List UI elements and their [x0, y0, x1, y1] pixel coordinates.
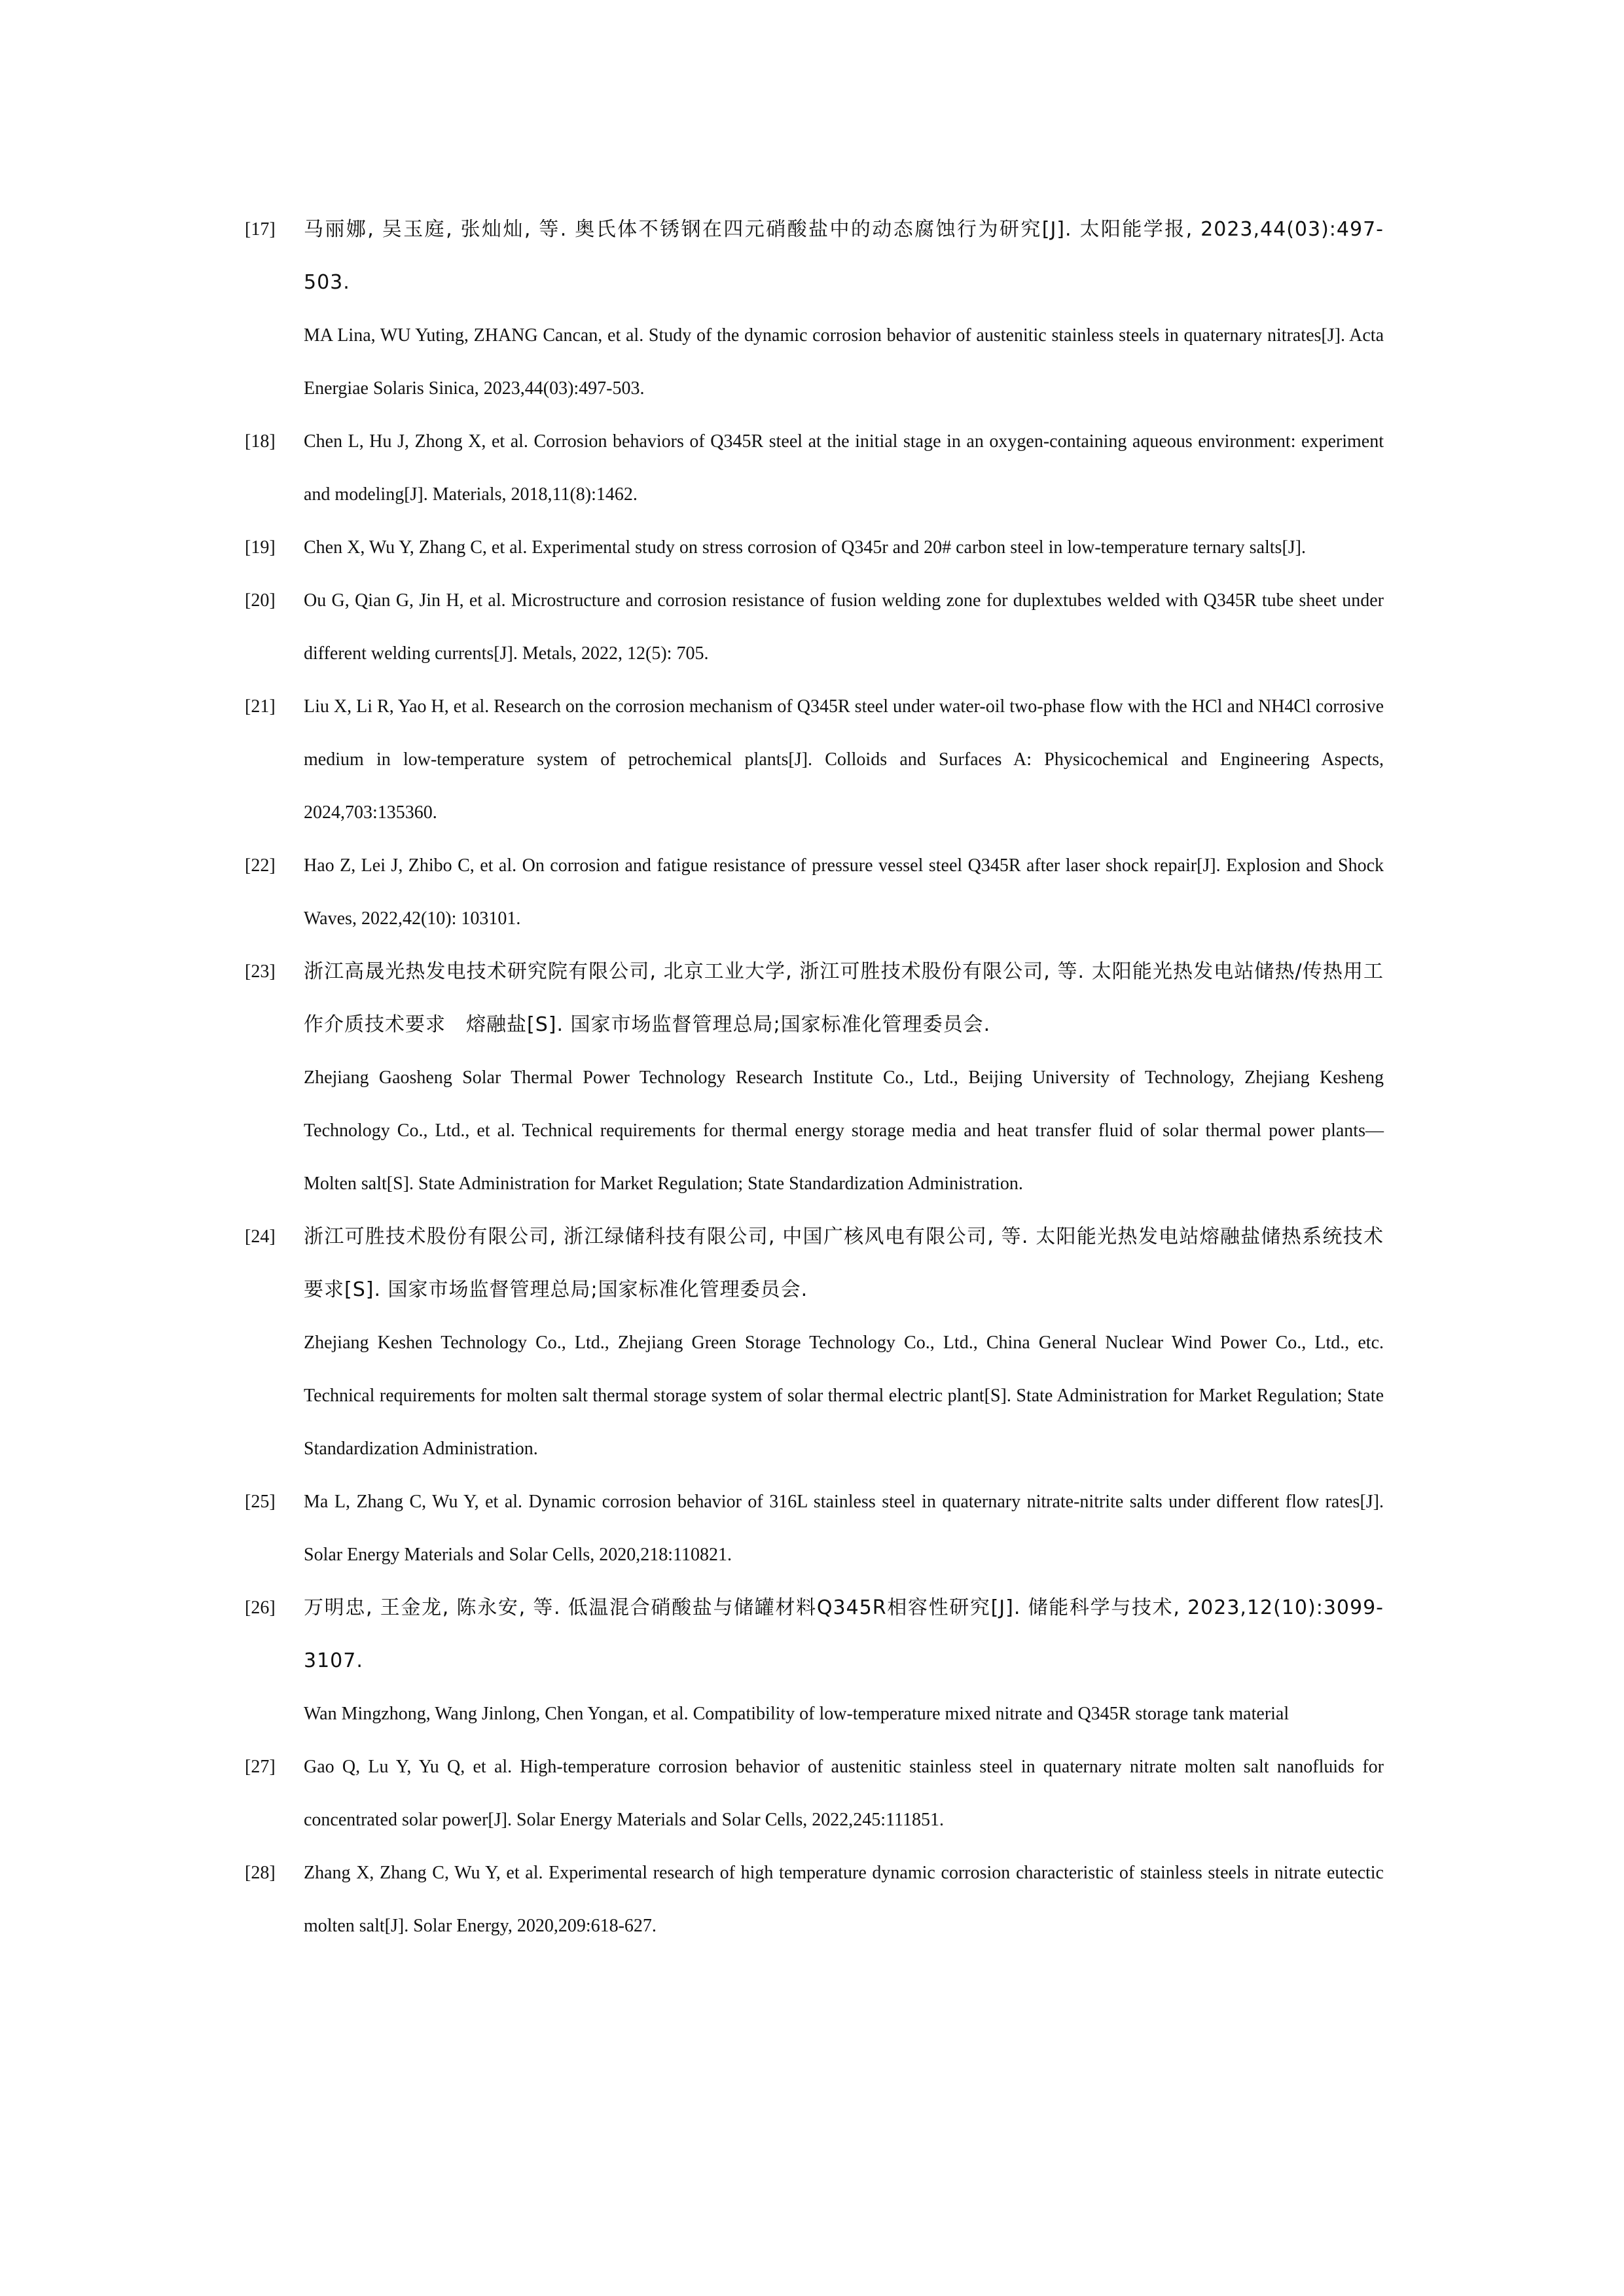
reference-number: [27]: [245, 1757, 276, 1777]
reference-number: [20]: [245, 590, 276, 611]
reference-28: [245, 1846, 1384, 1952]
reference-20: [245, 574, 1384, 680]
reference-17: [245, 203, 1384, 415]
reference-text-zh: 浙江可胜技术股份有限公司, 浙江绿储科技有限公司, 中国广核风电有限公司, 等. 太阳能光热发电站熔融盐储热系统技术要求[S]. 国家市场监督管理总局;国家标准化管理委员会.: [304, 1225, 1384, 1301]
reference-number: [25]: [245, 1492, 276, 1512]
reference-text-en: Wan Mingzhong, Wang Jinlong, Chen Yongan, et al. Compatibility of low-temperature mixed nitrate and Q345R storage tank material: [304, 1704, 1290, 1724]
reference-number: [19]: [245, 537, 276, 558]
reference-text-en: Liu X, Li R, Yao H, et al. Research on the corrosion mechanism of Q345R steel under water-oil two-phase flow with the HCl and NH4Cl corrosive medium in low-temperature system of petrochemical plants[J]. Colloids and Surfaces A: Physicochemical and Engineering Aspects, 2024,703:135360.: [304, 696, 1384, 823]
reference-text-zh: 万明忠, 王金龙, 陈永安, 等. 低温混合硝酸盐与储罐材料Q345R相容性研究[J]. 储能科学与技术, 2023,12(10):3099-3107.: [304, 1596, 1384, 1672]
reference-text-zh: 浙江高晟光热发电技术研究院有限公司, 北京工业大学, 浙江可胜技术股份有限公司, 等. 太阳能光热发电站储热/传热用工作介质技术要求 熔融盐[S]. 国家市场监督管理总局;国家标准化管理委员会.: [304, 960, 1384, 1036]
reference-23: [245, 945, 1384, 1210]
reference-text-en: Zhejiang Gaosheng Solar Thermal Power Technology Research Institute Co., Ltd., Beijing University of Technology, Zhejiang Kesheng Technology Co., Ltd., et al. Technical requirements for thermal energy storage media and heat transfer fluid of solar thermal power plants—Molten salt[S]. State Administration for Market Regulation; State Standardization Administration.: [304, 1067, 1384, 1194]
reference-19: [245, 521, 1384, 574]
reference-text-zh: 马丽娜, 吴玉庭, 张灿灿, 等. 奥氏体不锈钢在四元硝酸盐中的动态腐蚀行为研究[J]. 太阳能学报, 2023,44(03):497-503.: [304, 218, 1384, 294]
reference-number: [17]: [245, 219, 276, 240]
reference-24: [245, 1210, 1384, 1475]
reference-number: [28]: [245, 1863, 276, 1883]
reference-text-en: Gao Q, Lu Y, Yu Q, et al. High-temperature corrosion behavior of austenitic stainless steel in quaternary nitrate molten salt nanofluids for concentrated solar power[J]. Solar Energy Materials and Solar Cells, 2022,245:111851.: [304, 1757, 1384, 1830]
reference-number: [18]: [245, 431, 276, 452]
reference-text-en: MA Lina, WU Yuting, ZHANG Cancan, et al. Study of the dynamic corrosion behavior of austenitic stainless steels in quaternary nitrates[J]. Acta Energiae Solaris Sinica, 2023,44(03):497-503.: [304, 325, 1384, 399]
reference-text-en: Zhejiang Keshen Technology Co., Ltd., Zhejiang Green Storage Technology Co., Ltd., China General Nuclear Wind Power Co., Ltd., etc. Technical requirements for molten salt thermal storage system of solar thermal electric plant[S]. State Administration for Market Regulation; State Standardization Administration.: [304, 1333, 1384, 1459]
reference-21: [245, 680, 1384, 839]
reference-number: [24]: [245, 1227, 276, 1247]
reference-number: [22]: [245, 855, 276, 876]
reference-26: [245, 1581, 1384, 1740]
reference-text-en: Zhang X, Zhang C, Wu Y, et al. Experimental research of high temperature dynamic corrosion characteristic of stainless steels in nitrate eutectic molten salt[J]. Solar Energy, 2020,209:618-627.: [304, 1863, 1384, 1936]
reference-list: [245, 203, 1384, 1952]
reference-text-en: Ou G, Qian G, Jin H, et al. Microstructure and corrosion resistance of fusion welding zone for duplextubes welded with Q345R tube sheet under different welding currents[J]. Metals, 2022, 12(5): 705.: [304, 590, 1384, 664]
reference-27: [245, 1740, 1384, 1846]
reference-text-en: Ma L, Zhang C, Wu Y, et al. Dynamic corrosion behavior of 316L stainless steel in quaternary nitrate-nitrite salts under different flow rates[J]. Solar Energy Materials and Solar Cells, 2020,218:110821.: [304, 1492, 1384, 1565]
reference-number: [26]: [245, 1598, 276, 1618]
reference-25: [245, 1475, 1384, 1581]
reference-text-en: Chen X, Wu Y, Zhang C, et al. Experimental study on stress corrosion of Q345r and 20# carbon steel in low-temperature ternary salts[J].: [304, 537, 1306, 558]
reference-text-en: Chen L, Hu J, Zhong X, et al. Corrosion behaviors of Q345R steel at the initial stage in an oxygen-containing aqueous environment: experiment and modeling[J]. Materials, 2018,11(8):1462.: [304, 431, 1384, 505]
reference-number: [23]: [245, 961, 276, 982]
reference-18: [245, 415, 1384, 521]
reference-22: [245, 839, 1384, 945]
reference-number: [21]: [245, 696, 276, 717]
reference-text-en: Hao Z, Lei J, Zhibo C, et al. On corrosion and fatigue resistance of pressure vessel steel Q345R after laser shock repair[J]. Explosion and Shock Waves, 2022,42(10): 103101.: [304, 855, 1384, 929]
